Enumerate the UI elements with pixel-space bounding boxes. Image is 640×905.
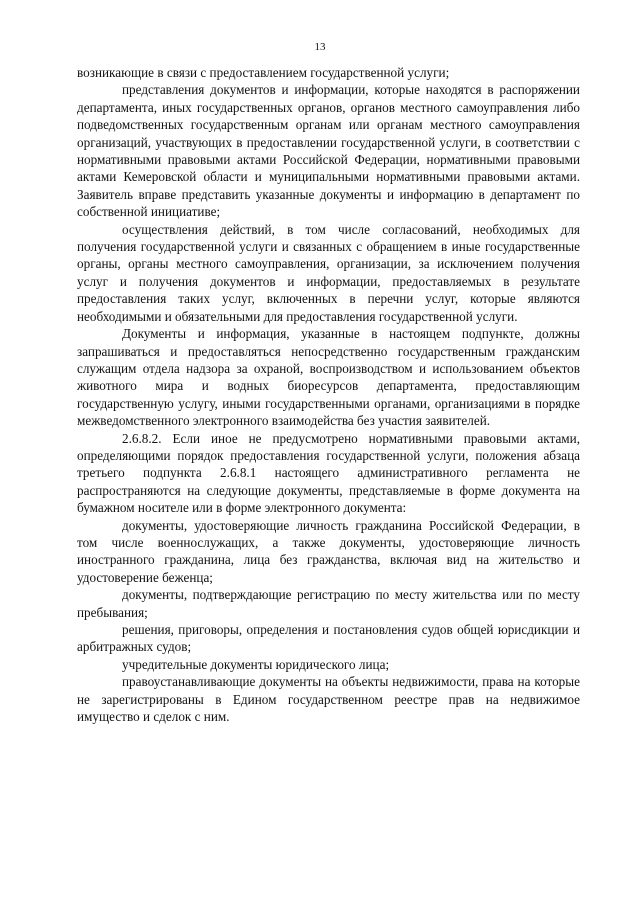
paragraph: осуществления действий, в том числе согласований, необходимых для получения государственной услуги и связанных с обращением в иные государственные органы, органы местного самоуправления, организации, за исключением получения услуг и получения документов и информации, предоставляемых в результате предоставления таких услуг, включенных в перечни услуг, которые являются необходимыми и обязательными для предоставления государственной услуги. [77,221,580,324]
paragraph: решения, приговоры, определения и постановления судов общей юрисдикции и арбитражных судов; [77,622,580,655]
paragraph: учредительные документы юридического лица; [122,656,390,672]
paragraph: документы, подтверждающие регистрацию по месту жительства или по месту пребывания; [77,587,580,620]
document-body [77,64,580,725]
paragraph: 2.6.8.2. Если иное не предусмотрено нормативными правовыми актами, определяющими порядок предоставления государственной услуги, положения абзаца третьего подпункта 2.6.8.1 настоящего административного регламента не распространяются на следующие документы, представляемые в форме документа на бумажном носителе или в форме электронного документа: [77,430,580,516]
paragraph: документы, удостоверяющие личность гражданина Российской Федерации, в том числе военнослужащих, а также документы, удостоверяющие личность иностранного гражданина, лица без гражданства, включая вид на жительство и удостоверение беженца; [77,517,580,585]
paragraph: представления документов и информации, которые находятся в распоряжении департамента, иных государственных органов, органов местного самоуправления либо подведомственных государственным органам или органам местного самоуправления организаций, участвующих в предоставлении государственной услуги, в соответствии с нормативными правовыми актами Российской Федерации, нормативными правовыми актами Кемеровской области и муниципальными нормативными правовыми актами. Заявитель вправе представить указанные документы и информацию в департамент по собственной инициативе; [77,82,580,220]
page-number: 13 [314,41,326,53]
paragraph: правоустанавливающие документы на объекты недвижимости, права на которые не зарегистрированы в Едином государственном реестре прав на недвижимое имущество и сделок с ним. [77,674,580,725]
paragraph: возникающие в связи с предоставлением государственной услуги; [77,65,450,80]
paragraph: Документы и информация, указанные в настоящем подпункте, должны запрашиваться и предоставляться непосредственно государственным гражданским служащим отдела надзора за охраной, воспроизводством и использованием объектов животного мира и водных биоресурсов департамента, предоставляющим государственную услугу, иными государственными органами, организациями в порядке межведомственного электронного взаимодейства без участия заявителей. [77,326,580,429]
